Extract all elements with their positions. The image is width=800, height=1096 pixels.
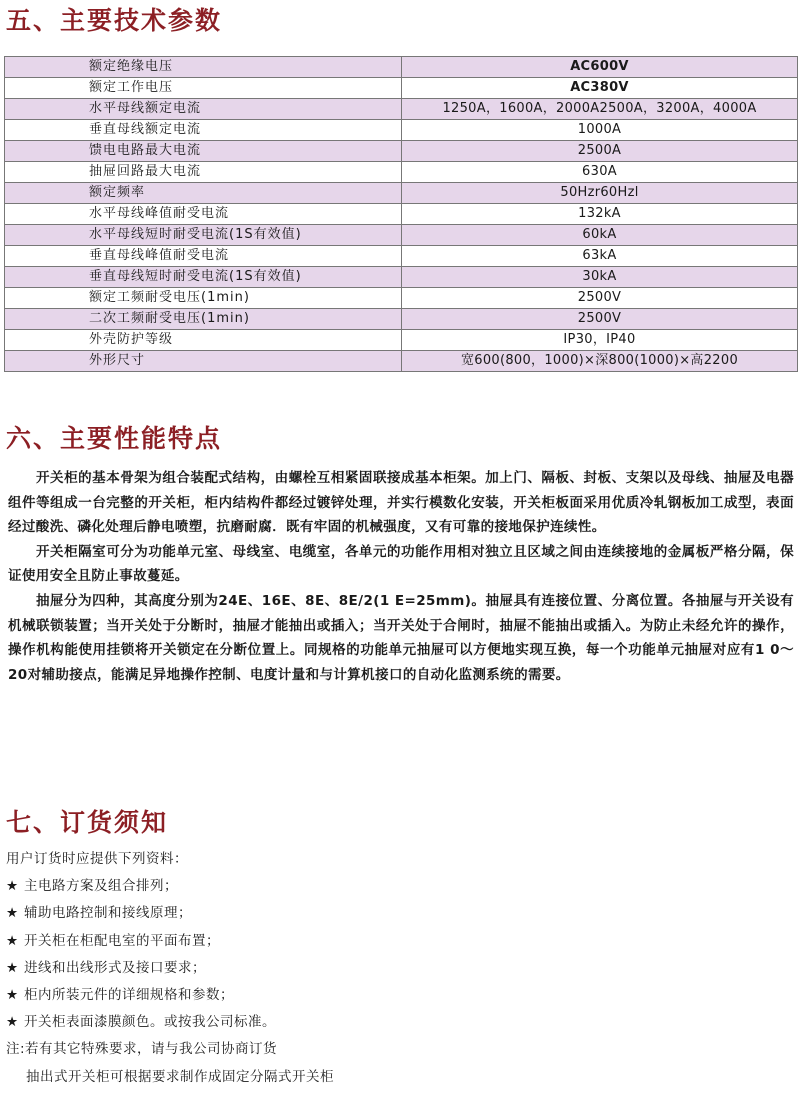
spec-value: 60kA bbox=[402, 225, 798, 246]
spec-row bbox=[5, 204, 798, 225]
ordering-item bbox=[6, 900, 796, 927]
spec-row bbox=[5, 267, 798, 288]
spec-name: 水平母线短时耐受电流(1S有效值) bbox=[5, 225, 402, 246]
ordering-block bbox=[6, 846, 796, 1091]
spec-value: 30kA bbox=[402, 267, 798, 288]
spec-name: 馈电电路最大电流 bbox=[5, 141, 402, 162]
spec-row bbox=[5, 309, 798, 330]
spec-value: 630A bbox=[402, 162, 798, 183]
spec-value: 宽600(800，1000)×深800(1000)×高2200 bbox=[402, 351, 798, 372]
spec-name: 额定工频耐受电压(1min) bbox=[5, 288, 402, 309]
ordering-item bbox=[6, 1009, 796, 1036]
spec-row bbox=[5, 183, 798, 204]
spec-value: AC380V bbox=[402, 78, 798, 99]
ordering-item bbox=[6, 982, 796, 1009]
spec-value: 132kA bbox=[402, 204, 798, 225]
spec-value: 2500A bbox=[402, 141, 798, 162]
ordering-note: 注:若有其它特殊要求，请与我公司协商订货 bbox=[6, 1041, 278, 1058]
ordering-item bbox=[6, 955, 796, 982]
features-paragraph-1: 开关柜的基本骨架为组合装配式结构，由螺栓互相紧固联接成基本柜架。加上门、隔板、封板、支架以及母线、抽屉及电器组件等组成一台完整的开关柜，柜内结构件都经过镀锌处理，并实行模数化安装，开关柜板面采用优质冷轧钢板加工成型，表面经过酸洗、磷化处理后静电喷塑，抗磨耐腐．既有牢固的机械强度，又有可靠的接地保护连续性。 bbox=[8, 470, 794, 536]
spec-row bbox=[5, 330, 798, 351]
spec-row bbox=[5, 288, 798, 309]
ordering-note-2: 抽出式开关柜可根据要求制作成固定分隔式开关柜 bbox=[26, 1068, 334, 1085]
spec-name: 额定绝缘电压 bbox=[5, 57, 402, 78]
star-icon: ★ bbox=[6, 878, 19, 895]
ordering-item-text: 开关柜在柜配电室的平面布置； bbox=[24, 932, 220, 949]
spec-value: 63kA bbox=[402, 246, 798, 267]
ordering-intro: 用户订货时应提供下列资料： bbox=[6, 851, 188, 867]
spec-value: 50Hzr60Hzl bbox=[402, 183, 798, 204]
ordering-item bbox=[6, 928, 796, 955]
star-icon: ★ bbox=[6, 959, 19, 976]
features-paragraph-3: 抽屉分为四种，其高度分别为24E、16E、8E、8E/2(1 E=25mm)。抽屉具有连接位置、分离位置。各抽屉与开关设有机械联锁装置；当开关处于分断时，抽屉才能抽出或插入；当开关处于合闸时，抽屉不能抽出或插入。为防止未经允许的操作，操作机构能使用挂锁将开关锁定在分断位置上。同规格的功能单元抽屉可以方便地实现互换，每一个功能单元抽屉对应有1 0～20对辅助接点，能满足异地操作控制、电度计量和与计算机接口的自动化监测系统的需要。 bbox=[8, 592, 794, 683]
star-icon: ★ bbox=[6, 932, 19, 949]
spec-value: AC600V bbox=[402, 57, 798, 78]
spec-table bbox=[4, 56, 798, 372]
spec-name: 额定频率 bbox=[5, 183, 402, 204]
spec-row bbox=[5, 78, 798, 99]
spec-value: 1000A bbox=[402, 120, 798, 141]
features-paragraph-2: 开关柜隔室可分为功能单元室、母线室、电缆室，各单元的功能作用相对独立且区域之间由连续接地的金属板严格分隔，保证使用安全且防止事故蔓延。 bbox=[8, 543, 794, 585]
ordering-list bbox=[6, 873, 796, 1036]
spec-row bbox=[5, 141, 798, 162]
spec-name: 外形尺寸 bbox=[5, 351, 402, 372]
spec-name: 抽屉回路最大电流 bbox=[5, 162, 402, 183]
section-title-features: 六、主要性能特点 bbox=[6, 424, 223, 453]
spec-row bbox=[5, 120, 798, 141]
ordering-item-text: 辅助电路控制和接线原理； bbox=[24, 905, 192, 922]
spec-row bbox=[5, 246, 798, 267]
spec-row bbox=[5, 225, 798, 246]
spec-name: 垂直母线短时耐受电流(1S有效值) bbox=[5, 267, 402, 288]
spec-name: 垂直母线额定电流 bbox=[5, 120, 402, 141]
star-icon: ★ bbox=[6, 987, 19, 1004]
spec-row bbox=[5, 351, 798, 372]
spec-value: 1250A，1600A，2000A2500A，3200A，4000A bbox=[402, 99, 798, 120]
star-icon: ★ bbox=[6, 905, 19, 922]
spec-name: 垂直母线峰值耐受电流 bbox=[5, 246, 402, 267]
star-icon: ★ bbox=[6, 1014, 19, 1031]
ordering-item bbox=[6, 873, 796, 900]
ordering-item-text: 主电路方案及组合排列； bbox=[24, 878, 178, 895]
ordering-item-text: 柜内所装元件的详细规格和参数； bbox=[24, 987, 234, 1004]
spec-value: 2500V bbox=[402, 288, 798, 309]
spec-name: 额定工作电压 bbox=[5, 78, 402, 99]
spec-name: 外壳防护等级 bbox=[5, 330, 402, 351]
spec-name: 水平母线峰值耐受电流 bbox=[5, 204, 402, 225]
spec-row bbox=[5, 57, 798, 78]
spec-row bbox=[5, 162, 798, 183]
spec-value: 2500V bbox=[402, 309, 798, 330]
ordering-item-text: 进线和出线形式及接口要求； bbox=[24, 959, 206, 976]
ordering-item-text: 开关柜表面漆膜颜色。或按我公司标准。 bbox=[24, 1014, 276, 1031]
spec-value: IP30，IP40 bbox=[402, 330, 798, 351]
section-title-specs: 五、主要技术参数 bbox=[6, 6, 223, 35]
section-title-ordering: 七、订货须知 bbox=[6, 808, 169, 837]
spec-name: 水平母线额定电流 bbox=[5, 99, 402, 120]
spec-name: 二次工频耐受电压(1min) bbox=[5, 309, 402, 330]
spec-row bbox=[5, 99, 798, 120]
features-text bbox=[8, 466, 794, 687]
